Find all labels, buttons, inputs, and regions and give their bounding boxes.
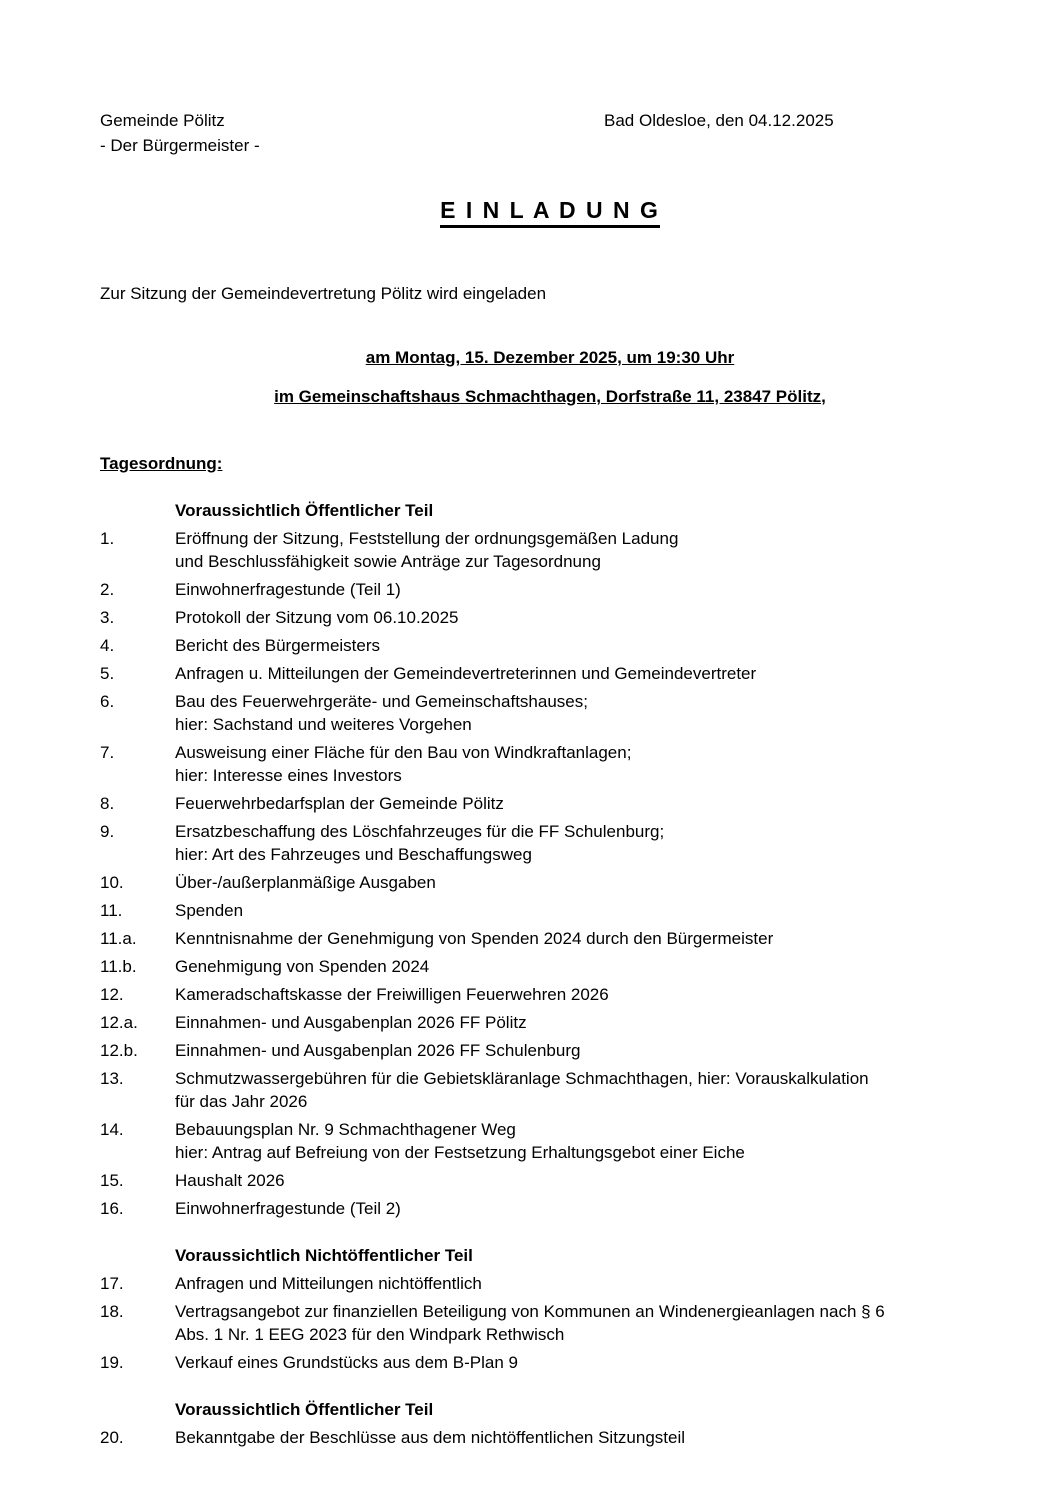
agenda-heading: Tagesordnung: xyxy=(100,454,223,473)
agenda-item-line: hier: Interesse eines Investors xyxy=(175,766,402,785)
agenda-item-number: 19. xyxy=(100,1353,124,1372)
agenda-item-text xyxy=(175,1118,1000,1164)
agenda-item-number: 17. xyxy=(100,1274,124,1293)
agenda-item-line: Spenden xyxy=(175,901,244,920)
agenda-item-text xyxy=(175,662,1000,685)
agenda-item-line: Genehmigung von Spenden 2024 xyxy=(175,957,430,976)
agenda-item-line: Über-/außerplanmäßige Ausgaben xyxy=(175,873,436,892)
agenda-item-number: 10. xyxy=(100,873,124,892)
agenda-item-text xyxy=(175,1197,1000,1220)
agenda-item xyxy=(100,983,1000,1006)
document-title: E I N L A D U N G xyxy=(440,196,660,228)
sender-block xyxy=(100,108,1000,158)
agenda-item xyxy=(100,1169,1000,1192)
agenda-item xyxy=(100,1067,1000,1113)
agenda-item-line: und Beschlussfähigkeit sowie Anträge zur Tagesordnung xyxy=(175,552,601,571)
agenda-item-text xyxy=(175,741,1000,787)
agenda-item-line: Feuerwehrbedarfsplan der Gemeinde Pölitz xyxy=(175,794,504,813)
agenda-item xyxy=(100,634,1000,657)
meeting-location: im Gemeinschaftshaus Schmachthagen, Dorfstraße 11, 23847 Pölitz, xyxy=(274,387,826,406)
agenda-section-label: Voraussichtlich Öffentlicher Teil xyxy=(175,501,434,520)
agenda-item xyxy=(100,527,1000,573)
agenda-item-number: 4. xyxy=(100,636,115,655)
agenda-item-text xyxy=(175,1067,1000,1113)
agenda-item-line: Kameradschaftskasse der Freiwilligen Feuerwehren 2026 xyxy=(175,985,609,1004)
agenda-item-number: 11.a. xyxy=(100,929,137,948)
agenda-item-line: Bau des Feuerwehrgeräte- und Gemeinschaftshauses; xyxy=(175,692,588,711)
agenda-item-line: Kenntnisnahme der Genehmigung von Spenden 2024 durch den Bürgermeister xyxy=(175,929,774,948)
agenda-item-number: 16. xyxy=(100,1199,124,1218)
agenda-item-number: 11. xyxy=(100,901,123,920)
agenda-item-number: 12. xyxy=(100,985,124,1004)
agenda-item xyxy=(100,820,1000,866)
agenda-item-line: Einnahmen- und Ausgabenplan 2026 FF Schulenburg xyxy=(175,1041,581,1060)
agenda-item-line: Ausweisung einer Fläche für den Bau von Windkraftanlagen; xyxy=(175,743,632,762)
agenda-section-label: Voraussichtlich Nichtöffentlicher Teil xyxy=(175,1246,473,1265)
agenda-item xyxy=(100,955,1000,978)
agenda-item-number: 13. xyxy=(100,1069,124,1088)
agenda-item xyxy=(100,741,1000,787)
agenda-item-number: 8. xyxy=(100,794,115,813)
agenda-section-label: Voraussichtlich Öffentlicher Teil xyxy=(175,1400,434,1419)
agenda-item-line: Bericht des Bürgermeisters xyxy=(175,636,381,655)
agenda-item-number: 7. xyxy=(100,743,115,762)
agenda-item-line: hier: Sachstand und weiteres Vorgehen xyxy=(175,715,472,734)
agenda-item-line: Eröffnung der Sitzung, Feststellung der ordnungsgemäßen Ladung xyxy=(175,529,679,548)
agenda-item-line: Verkauf eines Grundstücks aus dem B-Plan 9 xyxy=(175,1353,519,1372)
agenda-item-text xyxy=(175,1426,1000,1449)
agenda-item xyxy=(100,662,1000,685)
place-date-line: Bad Oldesloe, den 04.12.2025 xyxy=(604,111,834,130)
agenda-item-text xyxy=(175,1169,1000,1192)
agenda-item-line: Bekanntgabe der Beschlüsse aus dem nichtöffentlichen Sitzungsteil xyxy=(175,1428,686,1447)
agenda-item-number: 18. xyxy=(100,1302,124,1321)
agenda-item-text xyxy=(175,578,1000,601)
agenda-item-text xyxy=(175,1272,1000,1295)
agenda-item xyxy=(100,899,1000,922)
agenda-item-text xyxy=(175,820,1000,866)
agenda-item-text xyxy=(175,634,1000,657)
agenda-item xyxy=(100,1351,1000,1374)
agenda-item xyxy=(100,871,1000,894)
agenda-item-line: Protokoll der Sitzung vom 06.10.2025 xyxy=(175,608,459,627)
agenda-item-text xyxy=(175,1351,1000,1374)
agenda-item-line: hier: Art des Fahrzeuges und Beschaffungsweg xyxy=(175,845,532,864)
agenda-item xyxy=(100,690,1000,736)
agenda-item xyxy=(100,578,1000,601)
agenda-item-number: 5. xyxy=(100,664,115,683)
agenda-item-number: 11.b. xyxy=(100,957,137,976)
agenda-item-text xyxy=(175,527,1000,573)
agenda-item-line: Einwohnerfragestunde (Teil 2) xyxy=(175,1199,401,1218)
agenda-section-header xyxy=(100,499,1000,522)
sender-role: - Der Bürgermeister - xyxy=(100,136,260,155)
agenda-item-number: 2. xyxy=(100,580,115,599)
agenda-item-number: 12.a. xyxy=(100,1013,138,1032)
sender-name: Gemeinde Pölitz xyxy=(100,111,225,130)
agenda-item-line: Bebauungsplan Nr. 9 Schmachthagener Weg xyxy=(175,1120,516,1139)
agenda-item-line: Anfragen u. Mitteilungen der Gemeindevertreterinnen und Gemeindevertreter xyxy=(175,664,757,683)
agenda-item-text xyxy=(175,1039,1000,1062)
agenda-item-line: Ersatzbeschaffung des Löschfahrzeuges für die FF Schulenburg; xyxy=(175,822,665,841)
agenda-item-line: Einwohnerfragestunde (Teil 1) xyxy=(175,580,401,599)
agenda-item-line: Haushalt 2026 xyxy=(175,1171,285,1190)
agenda-item-number: 1. xyxy=(100,529,115,548)
agenda-item xyxy=(100,1011,1000,1034)
agenda-item-text xyxy=(175,955,1000,978)
agenda-item-number: 14. xyxy=(100,1120,124,1139)
agenda-item-text xyxy=(175,792,1000,815)
agenda-item xyxy=(100,1118,1000,1164)
agenda-item xyxy=(100,1039,1000,1062)
title-wrap xyxy=(100,196,1000,232)
document-header xyxy=(100,108,1000,158)
agenda-item-number: 9. xyxy=(100,822,115,841)
agenda-item xyxy=(100,1197,1000,1220)
agenda-item-text xyxy=(175,927,1000,950)
agenda-item-number: 20. xyxy=(100,1428,124,1447)
agenda-section-header xyxy=(100,1398,1000,1421)
agenda-item xyxy=(100,792,1000,815)
agenda-item-line: Schmutzwassergebühren für die Gebietskläranlage Schmachthagen, hier: Vorauskalkulation xyxy=(175,1069,869,1088)
agenda-item xyxy=(100,927,1000,950)
agenda-item xyxy=(100,1272,1000,1295)
agenda-item-text xyxy=(175,983,1000,1006)
agenda-item-text xyxy=(175,899,1000,922)
agenda-item-text xyxy=(175,871,1000,894)
agenda-item-line: für das Jahr 2026 xyxy=(175,1092,308,1111)
agenda-item-number: 3. xyxy=(100,608,115,627)
agenda-list xyxy=(100,499,1000,1449)
agenda-item-text xyxy=(175,1011,1000,1034)
agenda-item-line: Vertragsangebot zur finanziellen Beteiligung von Kommunen an Windenergieanlagen nach § 6 xyxy=(175,1302,885,1321)
agenda-item-text xyxy=(175,1300,1000,1346)
agenda-item-line: Abs. 1 Nr. 1 EEG 2023 für den Windpark Rethwisch xyxy=(175,1325,565,1344)
agenda-item-line: Anfragen und Mitteilungen nichtöffentlich xyxy=(175,1274,482,1293)
meeting-details xyxy=(100,345,1000,409)
agenda-item-number: 12.b. xyxy=(100,1041,138,1060)
agenda-item-text xyxy=(175,606,1000,629)
agenda-item-number: 15. xyxy=(100,1171,124,1190)
agenda-item xyxy=(100,606,1000,629)
agenda-item xyxy=(100,1300,1000,1346)
agenda-item-line: Einnahmen- und Ausgabenplan 2026 FF Pölitz xyxy=(175,1013,527,1032)
agenda-section-header xyxy=(100,1244,1000,1267)
agenda-item xyxy=(100,1426,1000,1449)
meeting-datetime: am Montag, 15. Dezember 2025, um 19:30 Uhr xyxy=(365,348,735,367)
agenda-item-number: 6. xyxy=(100,692,115,711)
intro-line: Zur Sitzung der Gemeindevertretung Pölitz wird eingeladen xyxy=(100,284,547,303)
agenda-item-line: hier: Antrag auf Befreiung von der Festsetzung Erhaltungsgebot einer Eiche xyxy=(175,1143,745,1162)
agenda-item-text xyxy=(175,690,1000,736)
